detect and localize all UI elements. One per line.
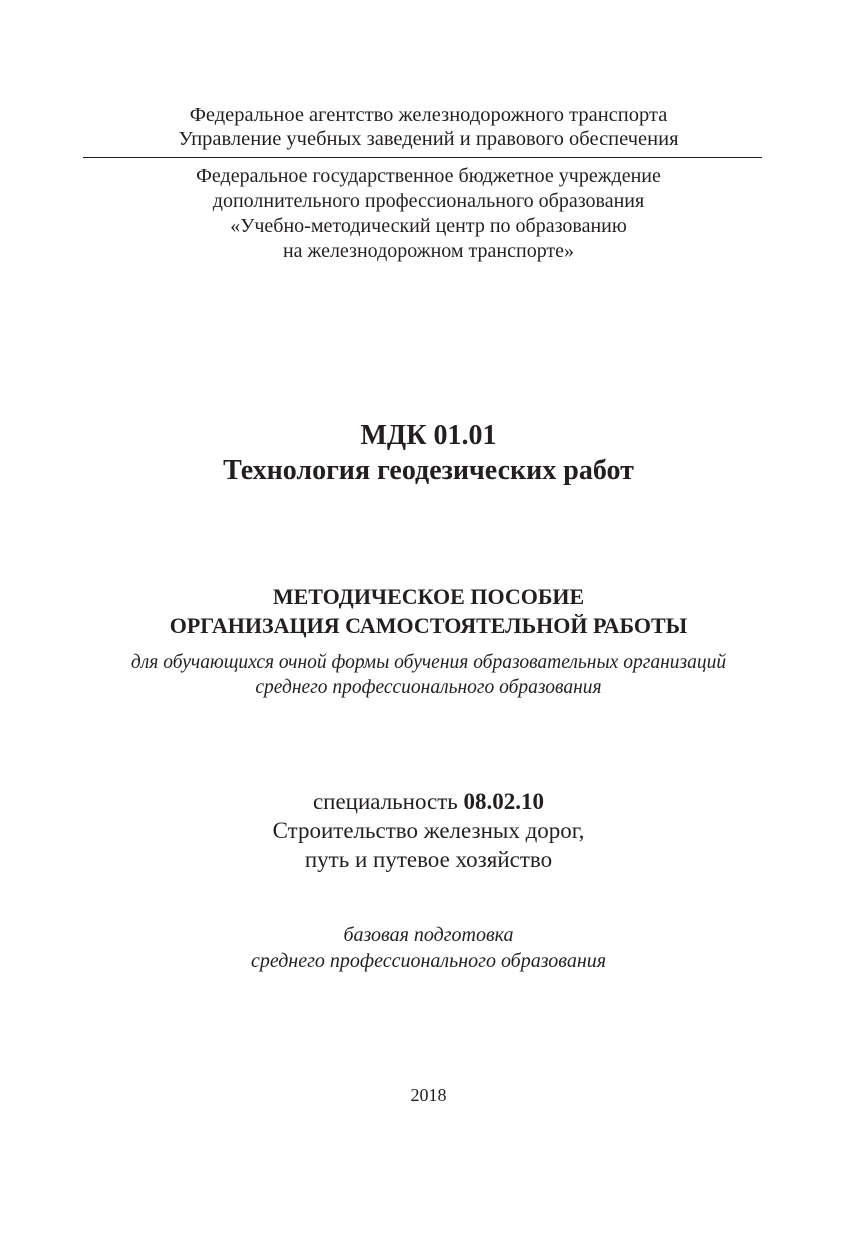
audience-line-1: для обучающихся очной формы обучения образовательных организаций (130, 652, 727, 673)
department-name: Управление учебных заведений и правового обеспечения (178, 128, 679, 150)
level-line-2: среднего профессионального образования (250, 950, 607, 972)
course-name: Технология геодезических работ (223, 455, 634, 486)
organization-line-3: «Учебно-методический центр по образованию (230, 215, 627, 237)
level-line-1: базовая подготовка (343, 924, 514, 946)
publication-year: 2018 (410, 1085, 447, 1105)
specialty-name-line-2: путь и путевое хозяйство (304, 847, 553, 872)
organization-line-1: Федеральное государственное бюджетное учреждение (196, 165, 661, 187)
document-title-line-2: ОРГАНИЗАЦИЯ САМОСТОЯТЕЛЬНОЙ РАБОТЫ (169, 613, 688, 638)
agency-name: Федеральное агентство железнодорожного транспорта (189, 104, 668, 126)
specialty-name-line-1: Строительство железных дорог, (272, 818, 585, 843)
course-code: МДК 01.01 (360, 420, 497, 451)
organization-line-2: дополнительного профессионального образования (212, 190, 645, 212)
organization-line-4: на железнодорожном транспорте» (282, 240, 575, 262)
specialty-code: 08.02.10 (463, 789, 545, 814)
document-title-line-1: МЕТОДИЧЕСКОЕ ПОСОБИЕ (272, 584, 585, 609)
header-divider (83, 157, 762, 158)
specialty-line (0, 789, 857, 815)
audience-line-2: среднего профессионального образования (255, 677, 602, 698)
specialty-label: специальность (312, 789, 458, 814)
